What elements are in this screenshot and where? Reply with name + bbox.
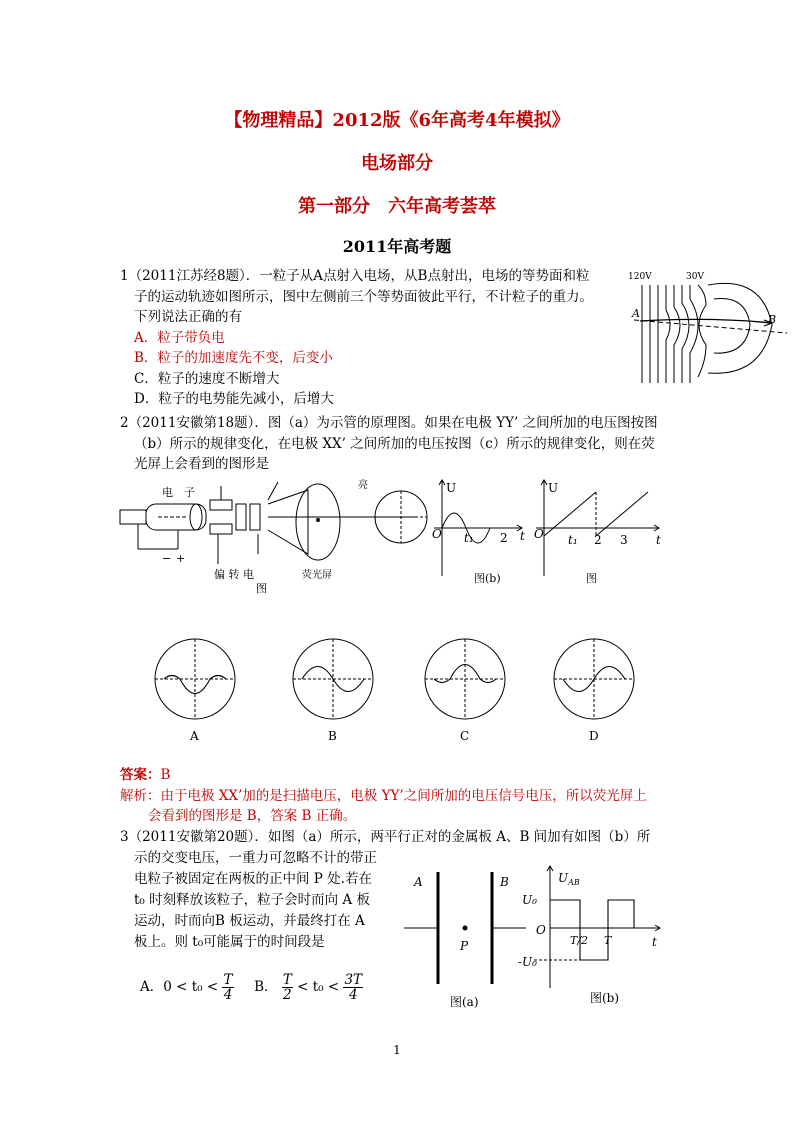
q1-line-3: 下列说法正确的有 [134, 309, 242, 325]
q3-options [140, 970, 363, 1004]
q3-line-4: t₀ 时刻释放该粒子，粒子会时而向 A 板 [134, 892, 370, 908]
q1-option-c: C．粒子的速度不断增大 [134, 371, 280, 387]
q3-line-6: 板上。则 t₀可能属于的时间段是 [134, 934, 325, 950]
q2-analysis-2: 会看到的图形是 B，答案 B 正确。 [148, 808, 357, 824]
label-30v: 30V [686, 272, 704, 282]
q2-line-1: 2（2011安徽第18题）．图（a）为示管的原理图。如果在电极 YY’ 之间所加的电压图按图 [120, 415, 658, 431]
document-subtitle: 电场部分 [361, 153, 433, 174]
choice-c-label: C [460, 729, 470, 743]
q1-option-b: B．粒子的加速度先不变，后变小 [134, 350, 333, 366]
q3-line-5: 运动，时而向B 板运动，并最终打在 A [134, 913, 365, 929]
q2-line-2: （b）所示的规律变化，在电极 XX’ 之间所加的电压按图（c）所示的规律变化，则在荧 [134, 436, 655, 452]
q3-plates-figure [400, 864, 530, 1014]
q1-field-figure [622, 265, 792, 385]
q2-answer [120, 765, 170, 785]
point-p-label: P [460, 939, 469, 953]
fig-b-period: T [604, 934, 612, 947]
label-120v: 120V [628, 272, 652, 282]
tube-label-screen: 荧光屏 [302, 570, 332, 581]
choice-a-label: A [190, 729, 199, 743]
tube-label-electron: 电 子 [162, 486, 195, 499]
plot-c-t2: 2 [594, 533, 602, 547]
choice-b-figure [288, 634, 384, 744]
fig-b-half-period: T/2 [570, 934, 589, 947]
q3-option-b-mid: < t₀ < [297, 979, 340, 995]
q2-oscilloscope-tube-figure [118, 474, 428, 594]
q1-line-1: 1（2011江苏经8题）．一粒子从A点射入电场，从B点射出，电场的等势面和粒 [120, 268, 590, 284]
tube-label-bright: 亮 [358, 480, 368, 491]
plate-b-label: B [500, 875, 509, 889]
q3-line-2: 示的交变电压，一重力可忽略不计的带正 [134, 850, 377, 866]
q2-analysis-1: 解析：由于电极 XX’加的是扫描电压，电极 YY’之间所加的电压信号电压，所以荧光屏上 [120, 788, 647, 804]
choice-d-figure [549, 634, 645, 744]
q3-option-b-fraction-1: $\frac{T}{2}$ [282, 972, 292, 1003]
plot-b-caption: 图(b) [474, 572, 501, 585]
q2-plot-b [430, 476, 530, 586]
plot-c-t1: t₁ [568, 533, 578, 547]
q2-line-3: 光屏上会看到的图形是 [134, 456, 269, 472]
plot-c-axis-t: t [656, 533, 661, 547]
q3-line-3: 电粒子被固定在两板的正中间 P 处.若在 [134, 871, 372, 887]
fig-b-axis-u: $U_{AB}$ [558, 871, 580, 887]
plot-b-axis-u: U [446, 481, 457, 495]
label-a: A [632, 307, 640, 320]
q3-option-b-prefix: B． [254, 979, 278, 995]
q1-option-d: D．粒子的电势能先减小，后增大 [134, 391, 334, 407]
q3-option-b-fraction-2: $\frac{3T}{4}$ [344, 972, 363, 1003]
q3-line-1: 3（2011安徽第20题）．如图（a）所示，两平行正对的金属板 A、B 间加有如图（b）所 [120, 829, 651, 845]
plot-b-t1: t₁ [464, 531, 474, 545]
tube-caption: 图 [256, 582, 267, 595]
document-title: 【物理精品】2012版《6年高考4年模拟》 [224, 110, 570, 131]
answer-value: B [160, 767, 171, 783]
page-number: 1 [393, 1043, 401, 1057]
q1-option-a: A．粒子带负电 [134, 330, 225, 346]
tube-plus: + [176, 552, 186, 565]
plot-c-axis-u: U [548, 481, 559, 495]
choice-c-figure [420, 634, 516, 744]
fig-b-neg-u0: -U₀ [518, 955, 537, 969]
tube-label-deflect: 偏 转 电 [214, 568, 254, 581]
tube-minus: − [162, 552, 172, 565]
fig-b-axis-t: t [652, 935, 657, 949]
answer-label: 答案： [120, 767, 161, 783]
choice-d-label: D [589, 729, 599, 743]
plot-c-origin: O [534, 527, 544, 541]
plot-b-origin: O [432, 527, 442, 541]
year-heading: 2011年高考题 [342, 237, 452, 256]
plate-a-label: A [414, 875, 423, 889]
plot-c-caption: 图 [586, 572, 597, 585]
plot-b-axis-t: t [520, 529, 525, 543]
plot-b-t2: 2 [500, 531, 508, 545]
q3-option-a-fraction: $\frac{T}{4}$ [223, 972, 233, 1003]
fig-b-origin: O [536, 923, 546, 937]
fig-b-caption: 图(b) [590, 991, 620, 1005]
q3-option-a-prefix: A．0 < t₀ < [140, 979, 219, 995]
q2-plot-c [534, 476, 669, 586]
plot-c-t3: 3 [620, 533, 628, 547]
fig-a-caption: 图(a) [450, 995, 479, 1009]
q3-voltage-figure [520, 862, 670, 1012]
fig-b-u0: U₀ [522, 893, 537, 907]
q1-line-2: 子的运动轨迹如图所示，图中左侧前三个等势面彼此平行，不计粒子的重力。 [134, 289, 593, 305]
choice-a-figure [150, 634, 246, 744]
choice-b-label: B [328, 729, 337, 743]
part-heading: 第一部分 六年高考荟萃 [298, 196, 496, 217]
label-b: B [768, 313, 777, 326]
